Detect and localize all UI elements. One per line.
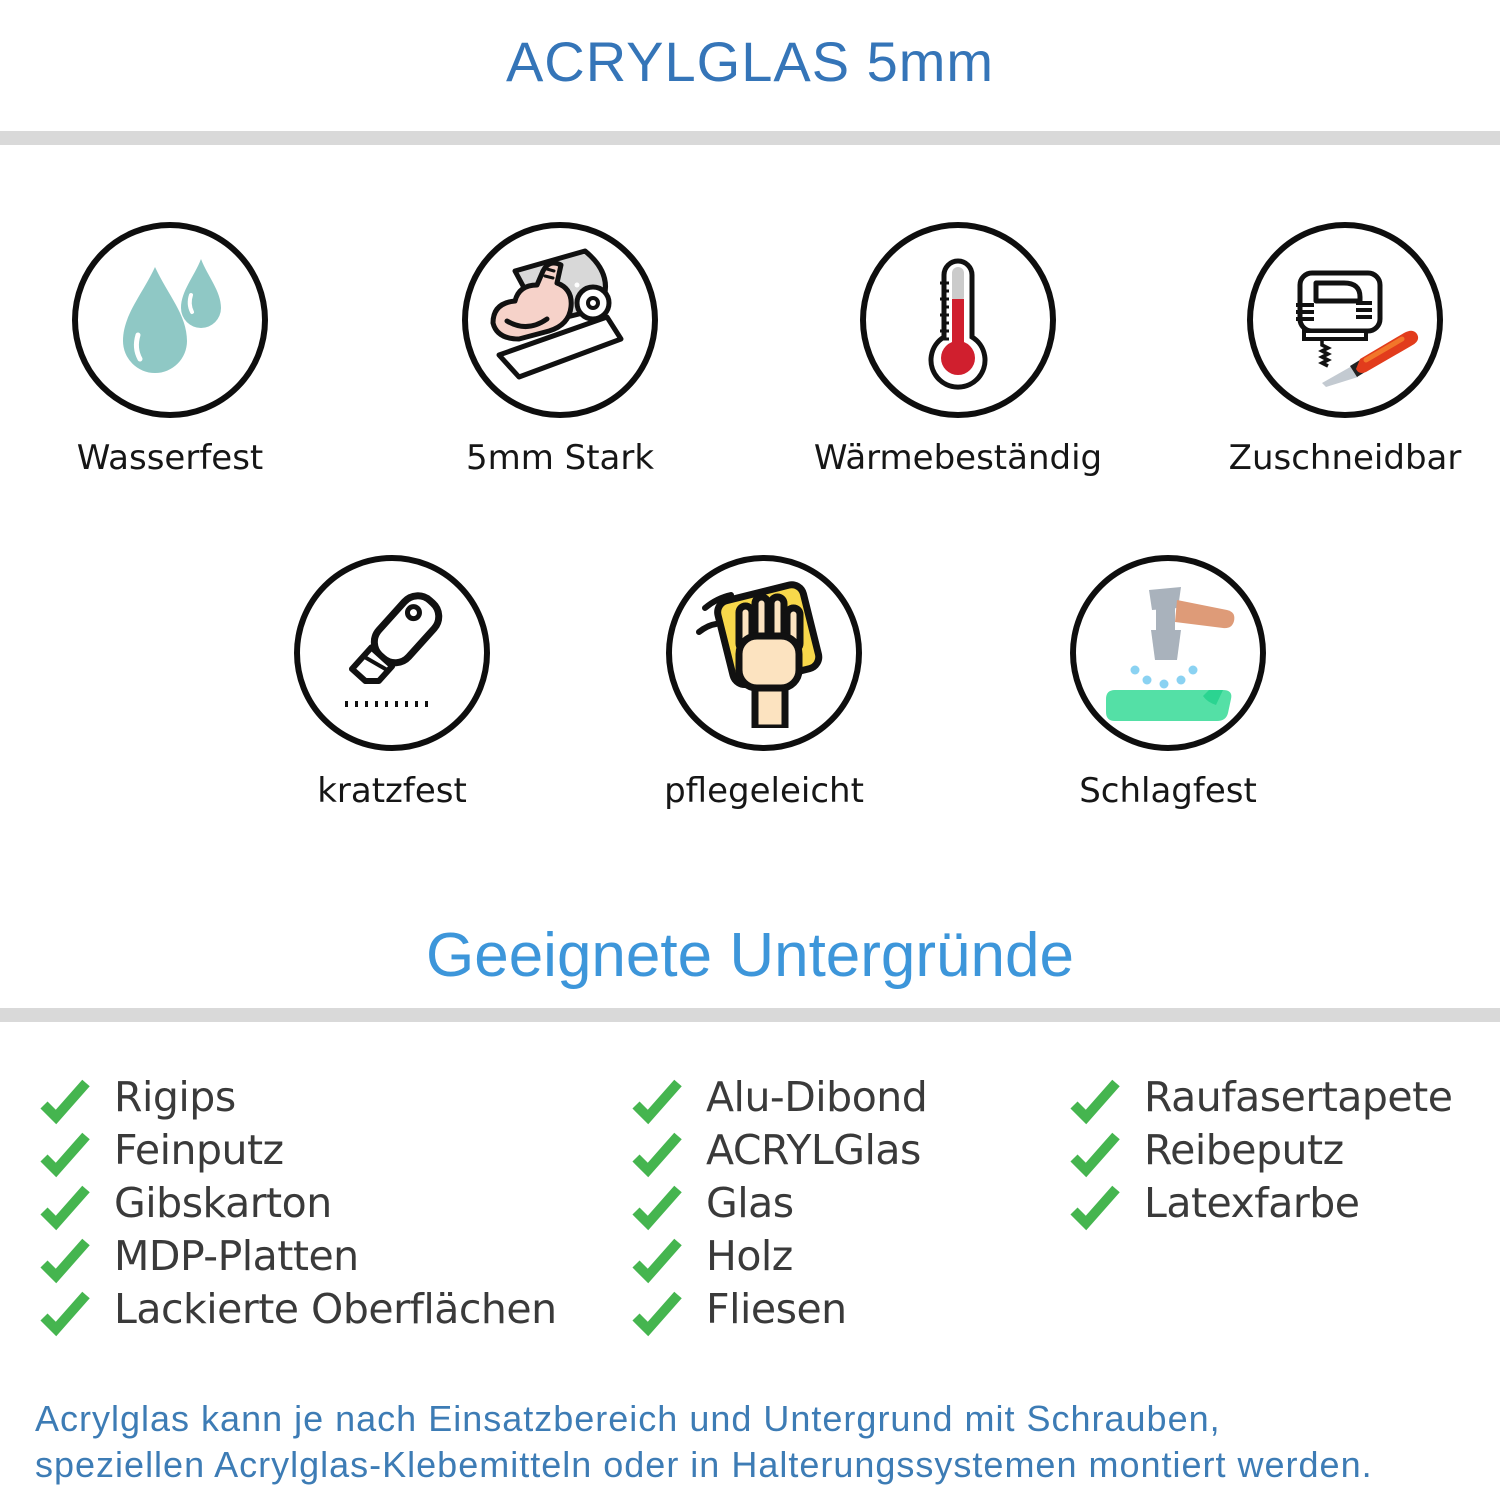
- feature-label: 5mm Stark: [465, 438, 655, 478]
- feature-circle: [1247, 222, 1443, 418]
- list-item: [1068, 1176, 1452, 1229]
- list-item: [630, 1070, 927, 1123]
- page-title: ACRYLGLAS 5mm: [505, 30, 995, 93]
- list-item: [38, 1176, 557, 1229]
- list-item: [630, 1123, 927, 1176]
- substrate-label: Alu-Dibond: [706, 1072, 928, 1121]
- list-item: [38, 1123, 557, 1176]
- water-drops-icon: [95, 245, 245, 395]
- check-icon: [630, 1290, 684, 1338]
- feature-circle: [860, 222, 1056, 418]
- feature-5mm-stark: [400, 222, 720, 478]
- feature-circle: [1070, 555, 1266, 751]
- footer-line-2: speziellen Acrylglas-Klebemitteln oder in Halterungssystemen montiert werden.: [35, 1444, 1373, 1485]
- feature-label: Wärmebeständig: [813, 438, 1103, 478]
- substrate-label: Holz: [706, 1231, 793, 1280]
- list-item: [38, 1229, 557, 1282]
- feature-wasserfest: [10, 222, 330, 478]
- check-icon: [38, 1131, 92, 1179]
- list-item: [630, 1176, 927, 1229]
- feature-label: Schlagfest: [1079, 771, 1257, 811]
- check-icon: [38, 1290, 92, 1338]
- check-icon: [1068, 1078, 1122, 1126]
- list-item: [630, 1282, 927, 1335]
- substrate-label: Latexfarbe: [1144, 1178, 1360, 1227]
- jigsaw-knife-icon: [1270, 245, 1420, 395]
- list-item: [38, 1070, 557, 1123]
- check-icon: [630, 1237, 684, 1285]
- check-icon: [38, 1237, 92, 1285]
- substrates-column-1: [38, 1070, 557, 1335]
- flexed-arm-sheet-icon: [485, 245, 635, 395]
- substrate-label: Feinputz: [114, 1125, 284, 1174]
- hand-cloth-icon: [689, 578, 839, 728]
- substrate-label: Rigips: [114, 1072, 236, 1121]
- list-item: [1068, 1070, 1452, 1123]
- divider-middle: [0, 1008, 1500, 1022]
- feature-circle: [666, 555, 862, 751]
- substrate-label: ACRYLGlas: [706, 1125, 921, 1174]
- feature-circle: [462, 222, 658, 418]
- thermometer-icon: [883, 245, 1033, 395]
- substrates-heading: Geeignete Untergründe: [425, 921, 1074, 990]
- check-icon: [630, 1184, 684, 1232]
- substrate-label: Gibskarton: [114, 1178, 332, 1227]
- feature-circle: [294, 555, 490, 751]
- footer-line-1: Acrylglas kann je nach Einsatzbereich und Untergrund mit Schrauben,: [35, 1398, 1221, 1439]
- check-icon: [1068, 1184, 1122, 1232]
- feature-circle: [72, 222, 268, 418]
- feature-zuschneidbar: [1185, 222, 1500, 478]
- substrate-label: Raufasertapete: [1144, 1072, 1453, 1121]
- feature-label: pflegeleicht: [664, 771, 864, 811]
- feature-waermebestaendig: [798, 222, 1118, 478]
- list-item: [38, 1282, 557, 1335]
- check-icon: [630, 1131, 684, 1179]
- check-icon: [1068, 1131, 1122, 1179]
- feature-pflegeleicht: [604, 555, 924, 811]
- utility-knife-icon: [317, 578, 467, 728]
- check-icon: [38, 1184, 92, 1232]
- substrate-label: Glas: [706, 1178, 794, 1227]
- substrate-label: Lackierte Oberflächen: [114, 1284, 557, 1333]
- feature-label: Wasserfest: [76, 438, 264, 478]
- feature-label: Zuschneidbar: [1228, 438, 1462, 478]
- substrates-column-3: [1068, 1070, 1452, 1229]
- check-icon: [38, 1078, 92, 1126]
- list-item: [630, 1229, 927, 1282]
- feature-label: kratzfest: [317, 771, 467, 811]
- feature-kratzfest: [232, 555, 552, 811]
- substrate-label: Reibeputz: [1144, 1125, 1344, 1174]
- substrate-label: Fliesen: [706, 1284, 847, 1333]
- footer-note: [35, 1396, 1500, 1488]
- divider-top: [0, 131, 1500, 145]
- hammer-surface-icon: [1093, 578, 1243, 728]
- check-icon: [630, 1078, 684, 1126]
- feature-schlagfest: [1008, 555, 1328, 811]
- substrate-label: MDP-Platten: [114, 1231, 359, 1280]
- substrates-column-2: [630, 1070, 927, 1335]
- list-item: [1068, 1123, 1452, 1176]
